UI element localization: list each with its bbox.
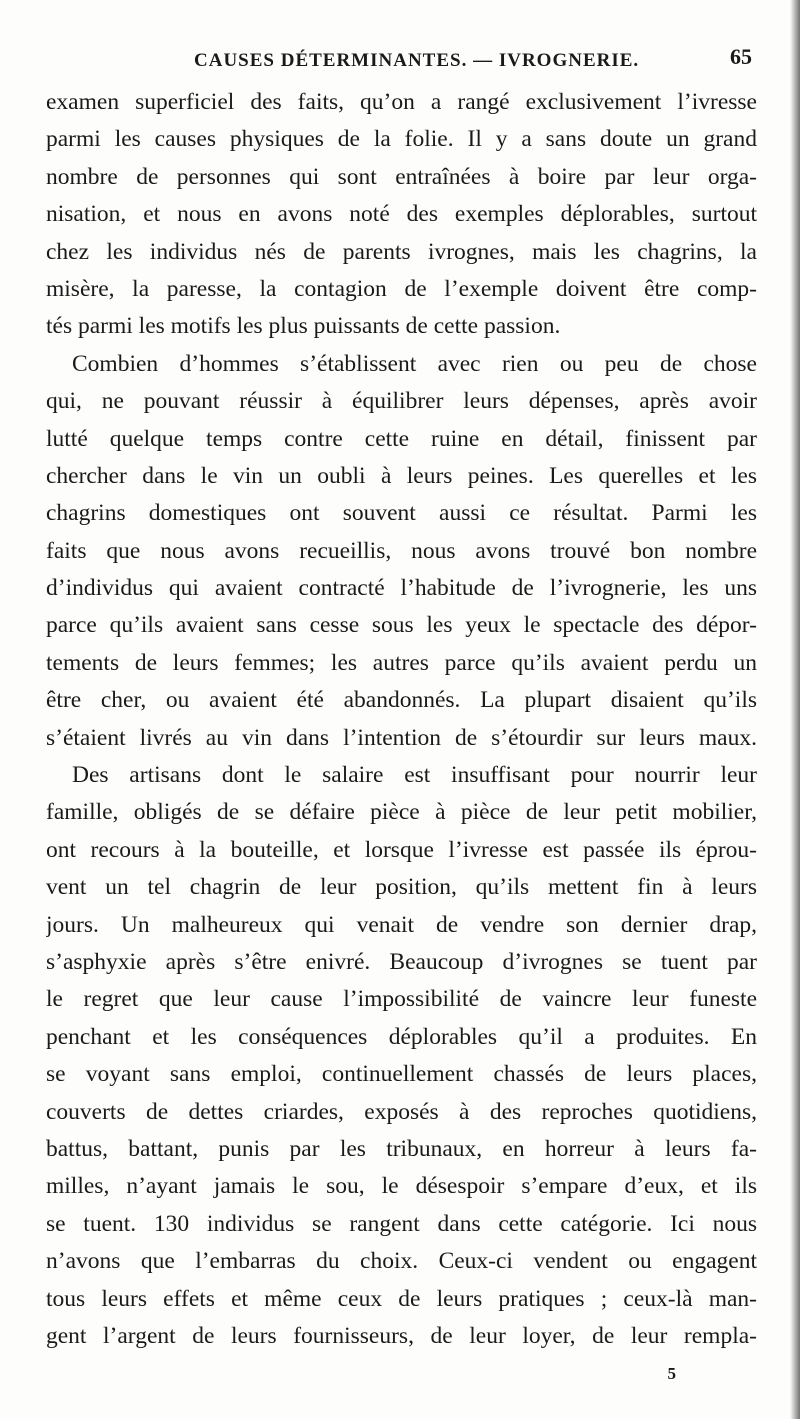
text-line: penchant et les conséquences déplorables qu’il a produites. En [46,1023,757,1050]
text-line: tements de leurs femmes; les autres parce qu’ils avaient perdu un [46,649,757,676]
text-line: le regret que leur cause l’impossibilité de vaincre leur funeste [46,986,757,1013]
text-line: n’avons que l’embarras du choix. Ceux-ci vendent ou engagent [46,1248,757,1275]
page-header [44,44,754,78]
page-number: 65 [730,44,752,69]
text-line: misère, la paresse, la contagion de l’exemple doivent être comp- [46,275,757,302]
text-line: battus, battant, punis par les tribunaux, en horreur à leurs fa- [46,1135,757,1162]
text-line: tous leurs effets et même ceux de leurs pratiques ; ceux-là man- [46,1285,757,1312]
text-line: d’individus qui avaient contracté l’habitude de l’ivrognerie, les uns [46,575,757,602]
text-line: lutté quelque temps contre cette ruine en détail, finissent par [46,425,757,452]
text-line: ont recours à la bouteille, et lorsque l’ivresse est passée ils éprou- [46,836,757,863]
running-title: CAUSES DÉTERMINANTES. — IVROGNERIE. [194,50,640,71]
text-line: examen superficiel des faits, qu’on a rangé exclusivement l’ivresse [46,89,757,115]
text-line: être cher, ou avaient été abandonnés. La plupart disaient qu’ils [46,687,757,714]
text-line: nisation, et nous en avons noté des exemples déplorables, surtout [46,201,757,228]
text-line: Des artisans dont le salaire est insuffisant pour nourrir leur [72,762,757,789]
text-line: Combien d’hommes s’établissent avec rien ou peu de chose [72,350,757,377]
text-line: chagrins domestiques ont souvent aussi ce résultat. Parmi les [46,500,757,527]
text-line: gent l’argent de leurs fournisseurs, de leur loyer, de leur rempla- [46,1322,757,1349]
text-line: se voyant sans emploi, continuellement chassés de leurs places, [46,1061,757,1088]
text-line: s’étaient livrés au vin dans l’intention de s’étourdir sur leurs maux. [46,724,757,751]
text-line: faits que nous avons recueillis, nous avons trouvé bon nombre [46,537,757,564]
text-line: jours. Un malheureux qui venait de vendre son dernier drap, [46,911,757,938]
text-line: chez les individus nés de parents ivrognes, mais les chagrins, la [46,238,757,265]
text-line: milles, n’ayant jamais le sou, le désespoir s’empare d’eux, et ils [46,1173,757,1200]
text-line: nombre de personnes qui sont entraînées à boire par leur orga- [46,163,757,190]
text-line: couverts de dettes criardes, exposés à des reproches quotidiens, [46,1098,757,1125]
text-line: se tuent. 130 individus se rangent dans cette catégorie. Ici nous [46,1210,757,1237]
signature-mark: 5 [667,1364,676,1383]
text-line: tés parmi les motifs les plus puissants de cette passion. [46,313,561,340]
text-line: s’asphyxie après s’être enivré. Beaucoup d’ivrognes se tuent par [46,948,757,975]
text-line: chercher dans le vin un oubli à leurs peines. Les querelles et les [46,462,757,489]
body-text [46,84,757,1355]
text-line: vent un tel chagrin de leur position, qu’ils mettent fin à leurs [46,874,757,901]
text-line: parce qu’ils avaient sans cesse sous les yeux le spectacle des dépor- [46,612,757,639]
text-line: parmi les causes physiques de la folie. Il y a sans doute un grand [46,126,757,153]
text-line: famille, obligés de se défaire pièce à pièce de leur petit mobilier, [46,799,757,826]
text-line: qui, ne pouvant réussir à équilibrer leurs dépenses, après avoir [46,388,757,415]
